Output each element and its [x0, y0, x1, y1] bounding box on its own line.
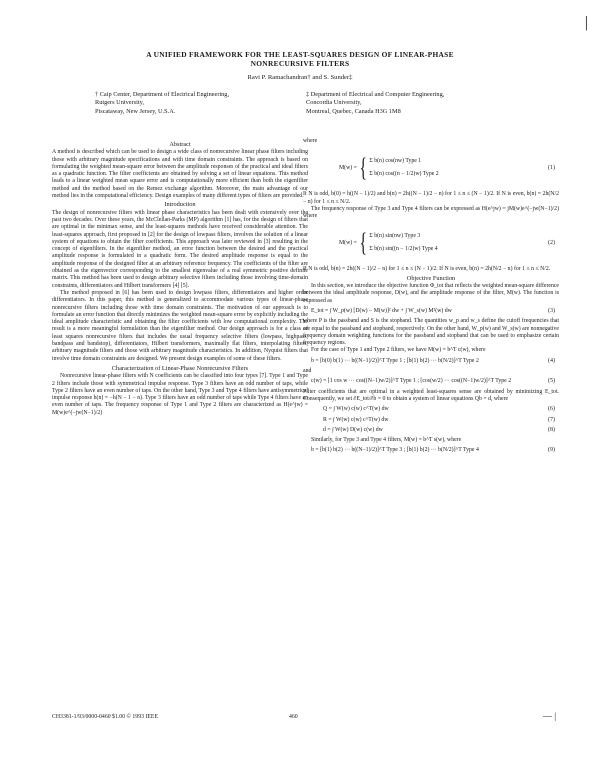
affil-right-line-2: Concordia University,	[306, 99, 362, 107]
intro-paragraph-1: The design of nonrecursive filters with linear phase characteristics has been dealt with extensively over the past two decades. Over these years, the McClellan-Parks (MP) algorithm [1] has, for the design of filters that are optimal in the minimax sense, and the least-squares methods have received considerable attention. The least-squares approach, first proposed in [2] for the design of lowpass filters, involves the solution of a linear system of equations to obtain the filter coefficients. This approach was later reviewed in [3] resulting in the concept of eigenfilters. In the eigenfilter method, an error function between the desired and the practical amplitude response is formulated in a quadratic form. The desired amplitude response is equal to the amplitude response of the designed filter at an arbitrary reference frequency. The coefficients of the filter are obtained as the eigenvector corresponding to the smallest eigenvalue of a real symmetric positive definite matrix. This method has been used to design arbitrary selective filters including those involving time-domain constraints, differentiators and Hilbert transformers [4] [5].	[52, 209, 308, 289]
eq3-number: (3)	[548, 307, 555, 314]
intro-paragraph-2: The method proposed in [6] has been used to design lowpass filters, differentiators and higher order differentiators. In this paper, this method is generalized to accommodate various types of linear-phase nonrecursive filters including those with time domain constraints. The motivation of our approach is to formulate an error function that directly minimizes the weighted mean-square error by explicitly including the ideal amplitude characteristic and obtaining the filter coefficients with low computational complexity. The result is a more meaningful formulation than the eigenfilter method. Our design approach is for a class of least squares nonrecursive filters that includes the usual frequency selective filters (lowpass, highpass, bandpass and bandstop), differentiators, Hilbert transformers, maximally flat filters, interpolating filters, arbitrary magnitude filters and those with arbitrary magnitude characteristics. In addition, Nyquist filters that involve time domain constraints are designed. We present design examples of some of these filters.	[52, 289, 308, 362]
eq4-number: (4)	[548, 357, 555, 364]
affiliation-left	[95, 91, 315, 116]
footer-mark: — |	[543, 711, 557, 721]
right-paragraph-1: If N is odd, b(0) = h((N − 1)/2) and b(n) = 2h((N − 1)/2 − n) for 1 ≤ n ≤ (N − 1)/2. If N is even, b(n) = 2h(N/2 − n) for 1 ≤ n ≤ N/2.	[303, 191, 559, 205]
eq5-number: (5)	[548, 378, 555, 385]
equation-2: M(w) = { Σ b(n) sin(nw) Type 3 Σ b(n) sin((n − 1/2)w) Type 4 (2)	[303, 223, 559, 263]
where-label: where	[303, 138, 318, 144]
eq1-case-2: Σ b(n) cos((n − 1/2)w) Type 2	[369, 171, 439, 178]
right-paragraph-3: If N is odd, b(n) = 2h((N − 1)/2 − n) for 1 ≤ n ≤ (N − 1)/2. If N is even, b(n) = 2h(N/2 − n) for 1 ≤ n ≤ N/2.	[303, 266, 551, 273]
eq6-number: (6)	[548, 406, 555, 413]
equation-9	[303, 447, 559, 454]
characterization-heading: Characterization of Linear-Phase Nonrecursive Filters	[111, 364, 249, 372]
left-column	[52, 140, 308, 417]
right-paragraph-2: The frequency response of Type 3 and Type 4 filters can be expressed as H(e^jw) = jM(w)e^(−jw(N−1)/2) where	[303, 205, 559, 220]
eq1-case-1: Σ b(n) cos(nw) Type 1	[369, 158, 422, 164]
characterization-paragraph: Nonrecursive linear-phase filters with N coefficients can be classified into four types [7]. Type 1 and Type 2 filters include those with symmetrical impulse response. Type 3 filters have an odd number of taps, while Type 2 filters have an even number of taps. On the other hand, Type 3 and Type 4 filters have antisymmetrical impulse response h(n) = −h(N − 1 − n). Type 3 filters have an odd number of taps while Type 4 filters have an even number of taps. The frequency response of Type 1 and Type 2 filters are characterized as H(e^jw) = M(w)e^(−jw(N−1)/2)	[52, 373, 308, 416]
eq7-body: R = ∫ W(w) c(w) c^T(w) dw	[323, 416, 389, 423]
eq6-body: Q = ∫ W(w) c(w) c^T(w) dw	[323, 406, 389, 413]
eq1-lhs: M(w) =	[339, 164, 357, 171]
equation-4	[303, 358, 559, 365]
eq2-number: (2)	[548, 239, 555, 246]
equation-3	[303, 308, 559, 315]
authors: Ravi P. Ramachandran† and S. Sunder‡	[247, 74, 353, 81]
affil-right-line-3: Montreal, Quebec, Canada H3G 1M8	[306, 107, 401, 115]
and-label: and	[303, 368, 312, 375]
copyright-footer: CH3381-1/93/0000-0460 $1.00 © 1993 IEEE	[52, 714, 159, 720]
title-line-2: NONRECURSIVE FILTERS	[250, 59, 350, 68]
paper-title	[60, 50, 540, 68]
abstract-text: A method is described which can be used to design a wide class of nonrecursive linear phase filters including those with arbitrary magnitude specifications and with time domain constraints. The approach is based on formulating the weighted mean-square error between the amplitude responses of the practical and ideal filters as a quadratic function. The filter coefficients are obtained by solving a set of linear equations. This method leads to a linear weighted mean square error and is computationally more efficient than both the eigenfilter method and the method based on the Remez exchange algorithm. Moreover, the main advantage of our method lies in the computational efficiency. Design examples of many different types of filters are provided.	[52, 149, 308, 200]
eq3-body: E_tot = ∫ W_p(w) [D(w) − M(w)]² dw + ∫ W_s(w) M²(w) dw	[311, 307, 452, 314]
title-line-1: A UNIFIED FRAMEWORK FOR THE LEAST-SQUARES DESIGN OF LINEAR-PHASE	[146, 50, 454, 59]
equation-5	[303, 378, 559, 385]
affil-left-line-1: † Caip Center, Department of Electrical Engineering,	[95, 91, 230, 98]
objective-paragraph-4: Filter coefficients that are optimal in a weighted least-squares sense are obtained by minimizing E_tot. Consequently, we set ∂E_tot/∂b = 0 to obtain a system of linear equations Qb = d, where	[303, 388, 559, 402]
eq9-number: (9)	[548, 447, 555, 454]
eq8-number: (8)	[548, 426, 555, 433]
eq9-body: b = [b(1) b(2) ··· b((N−1)/2)]^T Type 3 ; [b(1) b(2) ··· b(N/2)]^T Type 4	[311, 447, 479, 454]
equation-7	[303, 417, 559, 424]
corner-mark: |	[584, 14, 588, 31]
eq1-number: (1)	[548, 164, 555, 171]
affil-right-line-1: ‡ Department of Electrical and Computer Engineering,	[306, 91, 445, 98]
eq4-body: b = [b(0) b(1) ··· b((N−1)/2)]^T Type 1 ; [b(1) b(2) ··· b(N/2)]^T Type 2	[311, 357, 479, 364]
objective-paragraph-2: where P is the passband and S is the stopband. The quantities w_p and w_s define the cutoff frequencies that are equal to the passband and stopband, respectively. On the other hand, W_p(w) and W_s(w) are nonnegative frequency domain weighting functions for the passband and stopband that can be used to emphasize certain frequency regions.	[303, 318, 559, 347]
equation-6	[303, 406, 559, 413]
affiliation-right	[306, 91, 546, 116]
objective-paragraph-3: For the case of Type 1 and Type 2 filters, we have M(w) = b^T c(w), where	[311, 347, 486, 354]
page-number: 460	[289, 714, 298, 720]
affil-left-line-2: Rutgers University,	[95, 99, 144, 107]
eq2-case-2: Σ b(n) sin((n − 1/2)w) Type 4	[369, 246, 438, 253]
abstract-heading: Abstract	[169, 141, 191, 148]
right-column	[303, 138, 559, 458]
objective-paragraph-1: In this section, we introduce the objective function Φ_tot that reflects the weighted mean-square difference between the ideal amplitude response, D(w), and the amplitude response of the filter, M(w). The function is expressed as	[303, 283, 559, 304]
introduction-heading: Introduction	[164, 201, 196, 209]
affil-left-line-3: Piscataway, New Jersey, U.S.A.	[95, 107, 176, 115]
eq5-body: c(w) = [1 cos w ··· cos((N−1)w/2)]^T Type 1 ; [cos(w/2) ··· cos((N−1)w/2)]^T Type 2	[311, 378, 512, 385]
equation-1: M(w) = { Σ b(n) cos(nw) Type 1 Σ b(n) cos((n − 1/2)w) Type 2 (1)	[303, 148, 559, 188]
eq7-number: (7)	[548, 416, 555, 423]
eq2-lhs: M(w) =	[339, 239, 357, 246]
objective-paragraph-5: Similarly, for Type 3 and Type 4 filters, M(w) = b^T s(w), where	[311, 437, 462, 444]
equation-8	[303, 427, 559, 434]
objective-function-heading: Objective Function	[406, 274, 456, 282]
eq8-body: d = ∫ W(w) D(w) c(w) dw	[323, 426, 383, 433]
eq2-case-1: Σ b(n) sin(nw) Type 3	[369, 233, 421, 240]
